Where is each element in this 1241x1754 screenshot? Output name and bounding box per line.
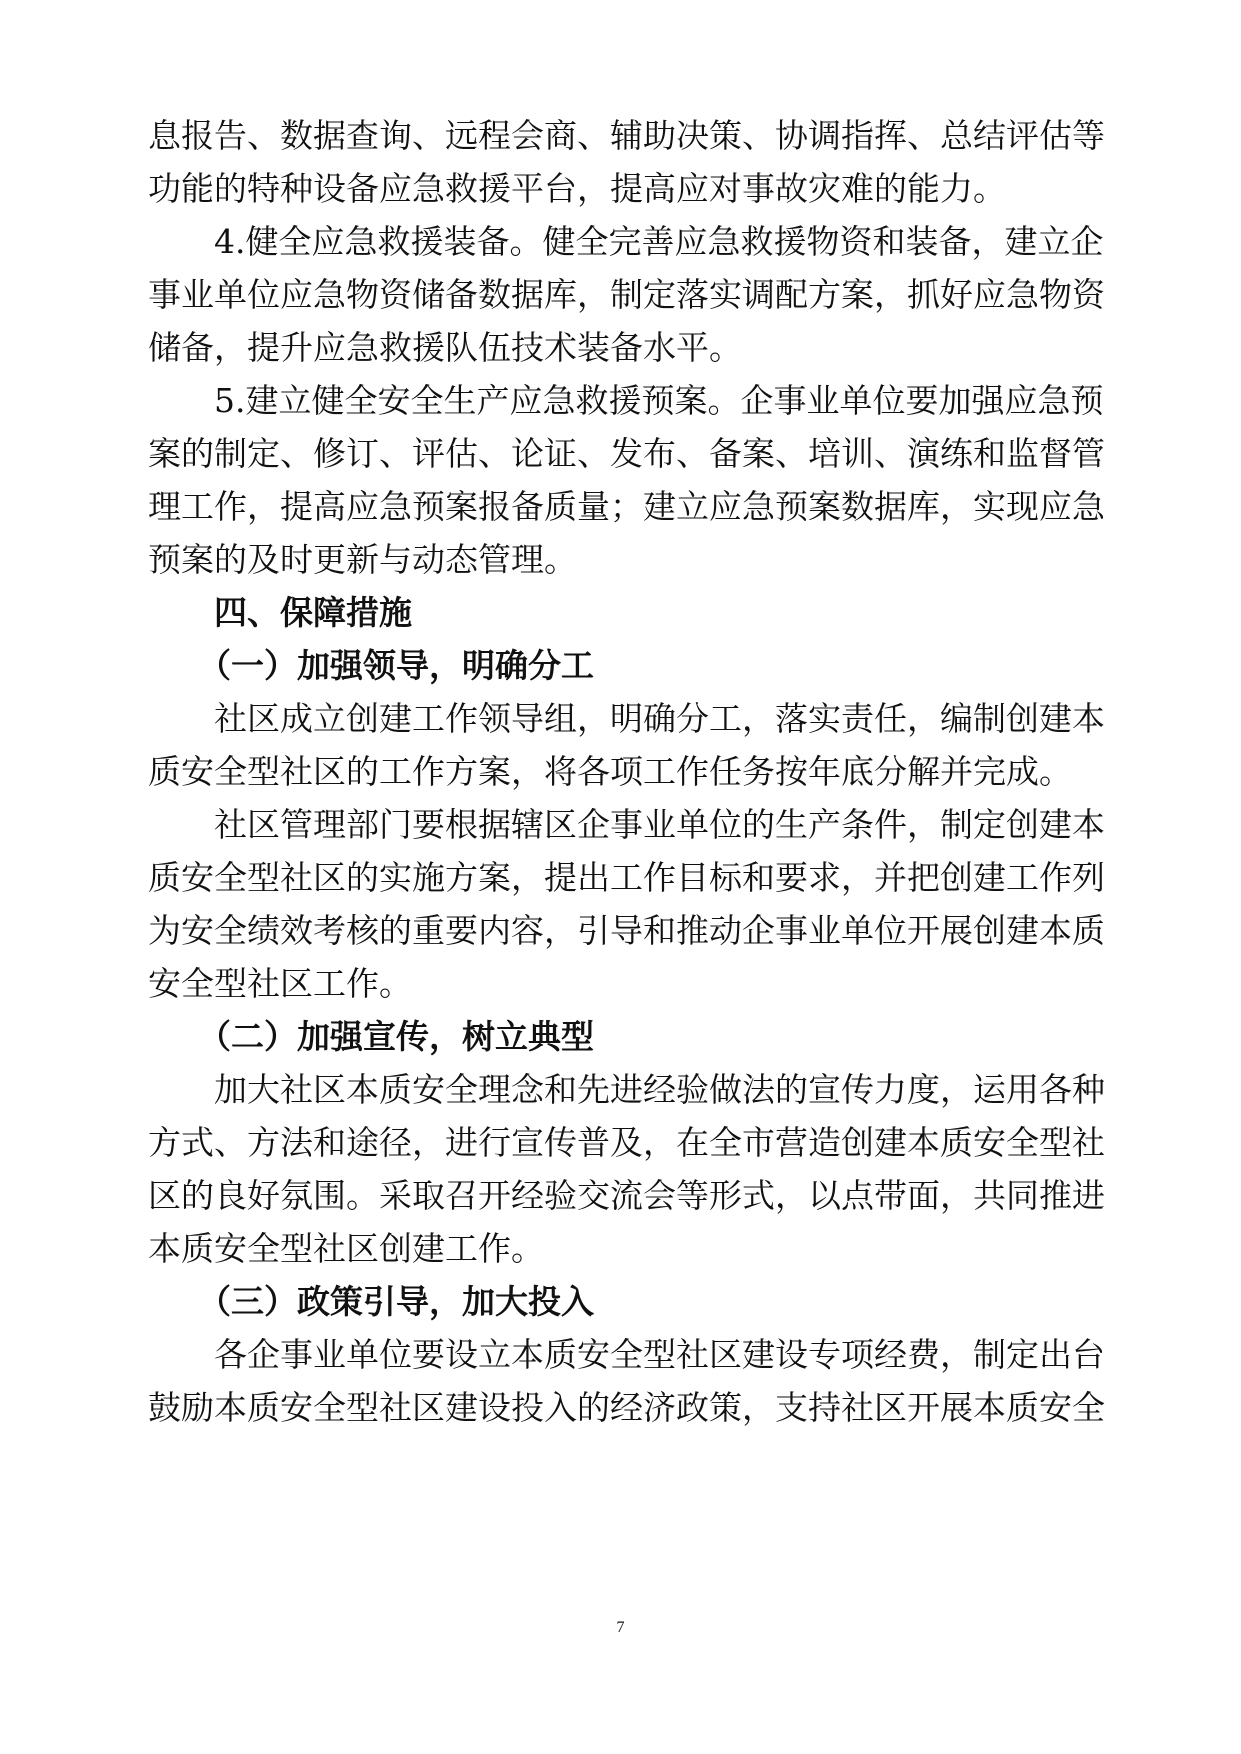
subsection-heading: （一）加强领导，明确分工 bbox=[198, 646, 594, 685]
text-line: 区的良好氛围。采取召开经验交流会等形式，以点带面，共同推进 bbox=[148, 1176, 1105, 1215]
text-line: 案的制定、修订、评估、论证、发布、备案、培训、演练和监督管 bbox=[148, 434, 1105, 473]
text-line: 功能的特种设备应急救援平台，提高应对事故灾难的能力。 bbox=[148, 169, 1006, 208]
section-heading: 四、保障措施 bbox=[214, 593, 412, 632]
subsection-heading: （二）加强宣传，树立典型 bbox=[198, 1017, 594, 1056]
text-line: 息报告、数据查询、远程会商、辅助决策、协调指挥、总结评估等 bbox=[148, 116, 1105, 155]
text-line: 社区成立创建工作领导组，明确分工，落实责任，编制创建本 bbox=[214, 699, 1105, 738]
page-number: 7 bbox=[616, 1619, 625, 1636]
list-item-title: 4.健全应急救援装备。健全完善应急救援物资和装备，建立企 bbox=[214, 222, 1104, 261]
text-line: 加大社区本质安全理念和先进经验做法的宣传力度，运用各种 bbox=[214, 1070, 1105, 1109]
text-line: 为安全绩效考核的重要内容，引导和推动企事业单位开展创建本质 bbox=[148, 911, 1105, 950]
text-line: 储备，提升应急救援队伍技术装备水平。 bbox=[148, 328, 742, 367]
list-item-title: 5.建立健全安全生产应急救援预案。企事业单位要加强应急预 bbox=[214, 381, 1104, 420]
text-line: 本质安全型社区创建工作。 bbox=[148, 1229, 544, 1268]
text-line: 社区管理部门要根据辖区企事业单位的生产条件，制定创建本 bbox=[214, 805, 1105, 844]
text-line: 事业单位应急物资储备数据库，制定落实调配方案，抓好应急物资 bbox=[148, 275, 1105, 314]
text-line: 安全型社区工作。 bbox=[148, 964, 412, 1003]
text-line: 质安全型社区的工作方案，将各项工作任务按年底分解并完成。 bbox=[148, 752, 1072, 791]
text-line: 预案的及时更新与动态管理。 bbox=[148, 540, 577, 579]
text-line: 鼓励本质安全型社区建设投入的经济政策，支持社区开展本质安全 bbox=[148, 1388, 1105, 1427]
text-line: 质安全型社区的实施方案，提出工作目标和要求，并把创建工作列 bbox=[148, 858, 1105, 897]
text-line: 理工作，提高应急预案报备质量；建立应急预案数据库，实现应急 bbox=[148, 487, 1105, 526]
text-line: 方式、方法和途径，进行宣传普及，在全市营造创建本质安全型社 bbox=[148, 1123, 1105, 1162]
subsection-heading: （三）政策引导，加大投入 bbox=[198, 1282, 594, 1321]
text-line: 各企事业单位要设立本质安全型社区建设专项经费，制定出台 bbox=[214, 1335, 1105, 1374]
